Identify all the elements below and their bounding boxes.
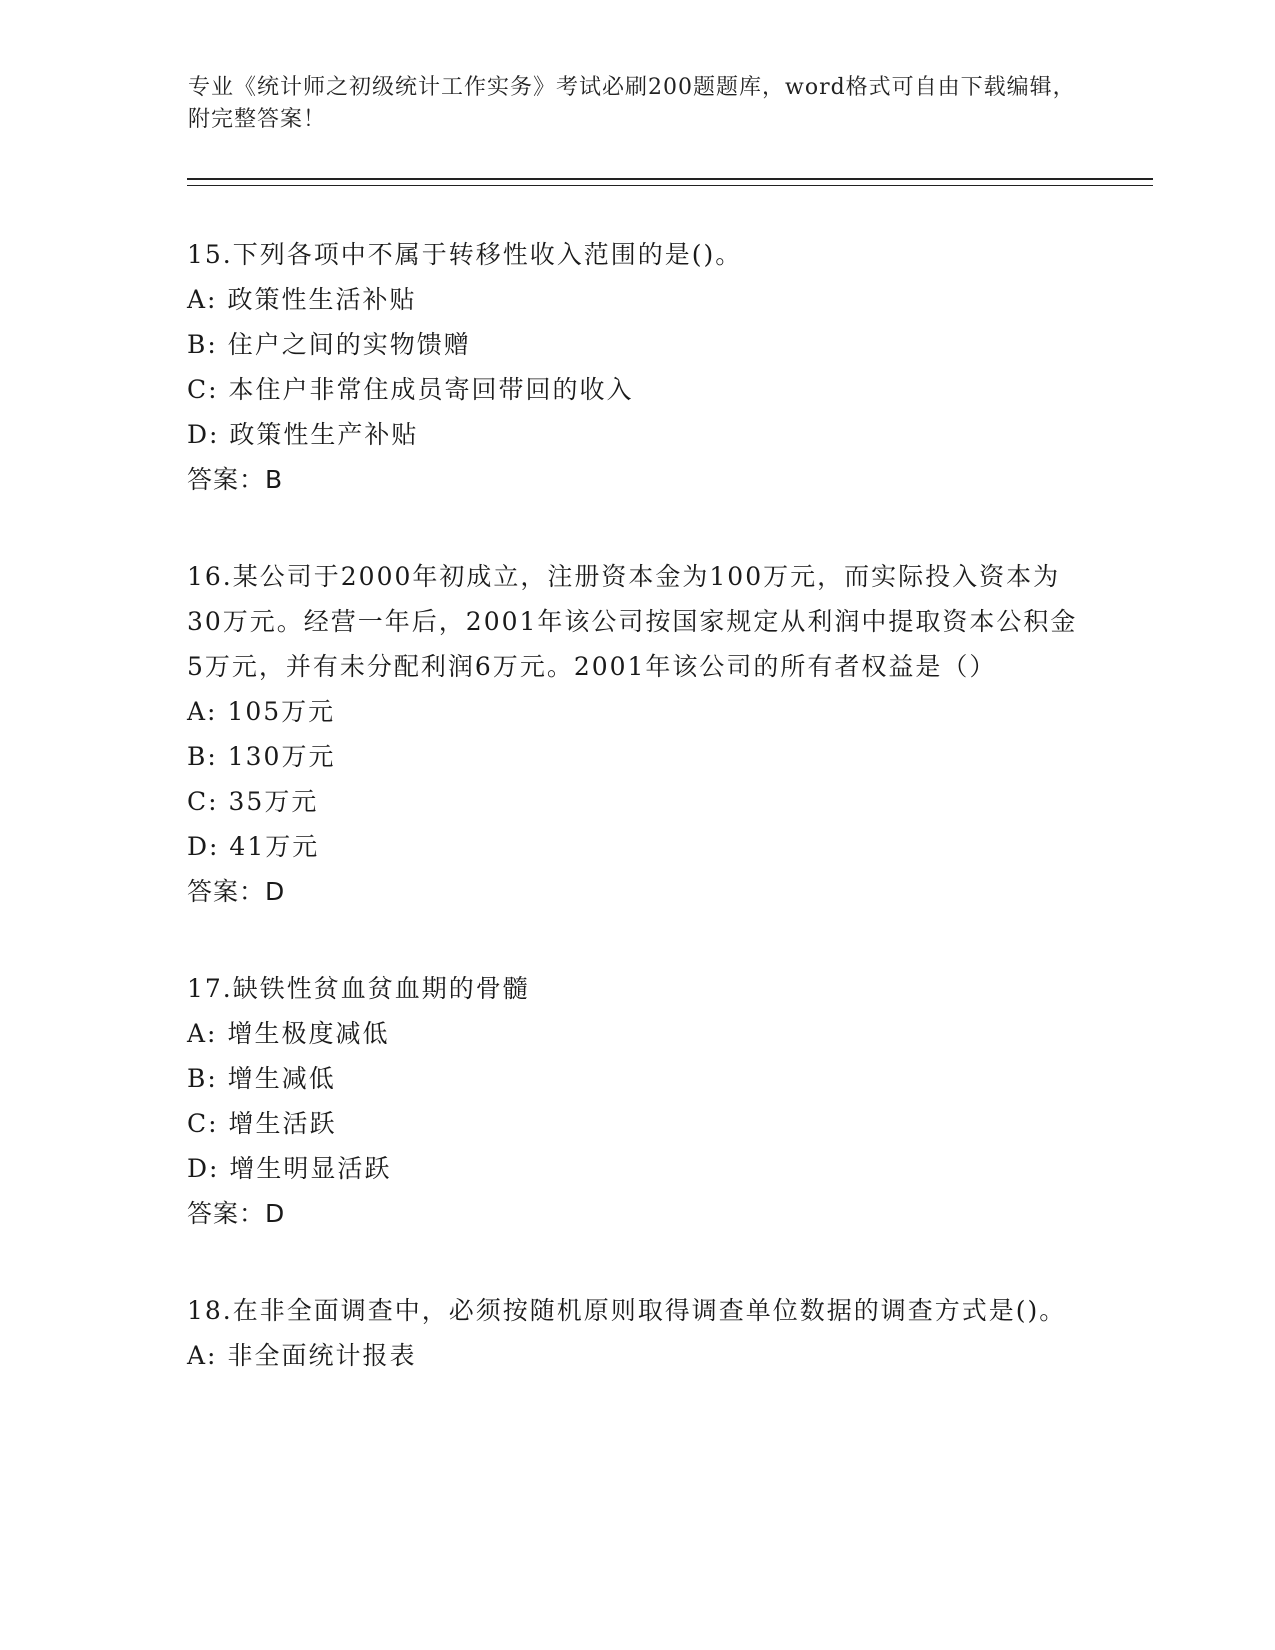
option-c [187,367,1087,412]
option-d [187,824,1087,869]
option-text: 住户之间的实物馈赠 [227,330,471,359]
question-15 [187,232,1087,502]
question-17 [187,966,1087,1236]
option-text: 本住户非常住成员寄回带回的收入 [228,375,634,404]
option-letter: A: [187,285,218,314]
option-a [187,277,1087,322]
option-a [187,1333,1087,1378]
question-18 [187,1288,1087,1378]
answer-line: 答案：D [187,877,286,906]
question-list [187,232,1087,1430]
option-text: 政策性生产补贴 [229,420,419,449]
option-letter: C: [187,787,219,816]
answer-line: 答案：D [187,1199,286,1228]
option-d [187,1146,1087,1191]
option-letter: D: [187,832,220,861]
option-letter: A: [187,1341,218,1370]
document-header: 专业《统计师之初级统计工作实务》考试必刷200题题库，word格式可自由下载编辑，附完整答案！ [188,75,1076,132]
question-16 [187,554,1087,914]
question-stem: 15.下列各项中不属于转移性收入范围的是()。 [187,240,743,269]
option-text: 41万元 [229,832,320,861]
option-text: 105万元 [227,697,336,726]
option-letter: B: [187,742,218,771]
option-letter: A: [187,697,218,726]
option-letter: C: [187,375,219,404]
option-text: 增生减低 [227,1064,336,1093]
option-text: 增生明显活跃 [229,1154,392,1183]
option-letter: C: [187,1109,219,1138]
header-divider [187,178,1153,186]
option-text: 35万元 [228,787,319,816]
option-a [187,689,1087,734]
option-d [187,412,1087,457]
question-stem: 16.某公司于2000年初成立，注册资本金为100万元，而实际投入资本为30万元。经营一年后，2001年该公司按国家规定从利润中提取资本公积金5万元，并有未分配利润6万元。2001年该公司的所有者权益是（） [187,562,1078,681]
option-text: 增生极度减低 [227,1019,390,1048]
option-a [187,1011,1087,1056]
option-b [187,734,1087,779]
option-letter: B: [187,330,218,359]
option-letter: D: [187,420,220,449]
option-c [187,1101,1087,1146]
option-letter: A: [187,1019,218,1048]
option-text: 政策性生活补贴 [227,285,417,314]
option-letter: B: [187,1064,218,1093]
question-stem: 17.缺铁性贫血贫血期的骨髓 [187,974,530,1003]
option-b [187,1056,1087,1101]
question-stem: 18.在非全面调查中，必须按随机原则取得调查单位数据的调查方式是()。 [187,1296,1067,1325]
option-text: 非全面统计报表 [227,1341,417,1370]
option-letter: D: [187,1154,220,1183]
option-b [187,322,1087,367]
option-c [187,779,1087,824]
option-text: 130万元 [227,742,336,771]
answer-line: 答案：B [187,465,284,494]
option-text: 增生活跃 [228,1109,337,1138]
